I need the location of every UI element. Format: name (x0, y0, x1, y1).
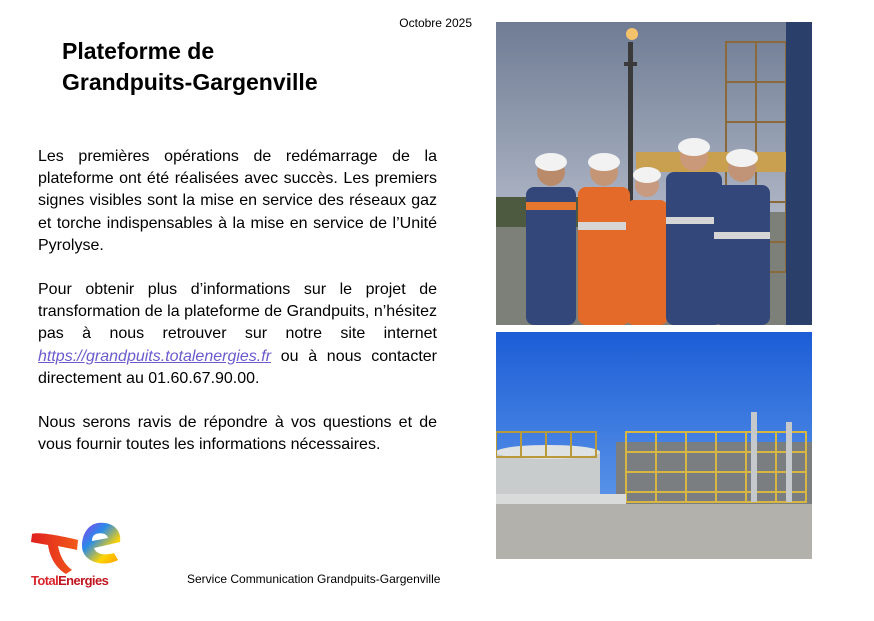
logo-word-total: Total (31, 573, 59, 588)
page-title (62, 36, 442, 98)
body-text (38, 146, 437, 478)
paragraph-closing: Nous serons ravis de répondre à vos questions et de vous fournir toutes les informations nécessaires. (38, 414, 437, 454)
website-link[interactable]: https://grandpuits.totalenergies.fr (38, 347, 272, 365)
paragraph-contact (38, 279, 437, 390)
logo-word-energies: Energies (58, 573, 109, 588)
document-date: Octobre 2025 (399, 16, 472, 30)
footer-text: Service Communication Grandpuits-Gargenville (187, 572, 441, 586)
logo-wordmark (31, 573, 108, 588)
paragraph-restart: Les premières opérations de redémarrage de la plateforme ont été réalisées avec succès. Les premiers signes visibles sont la mise en service des réseaux gaz et torche indispensables à la mise en service de l’Unité Pyrolyse. (38, 148, 437, 254)
title-line-2: Grandpuits-Gargenville (62, 69, 318, 95)
photo-industrial-plant (496, 332, 812, 559)
contact-text-start: Pour obtenir plus d’informations sur le projet de transformation de la plateforme de Grandpuits, n’hésitez pas à nous retrouver sur notre site internet (38, 281, 437, 343)
photo-team-at-site (496, 22, 812, 325)
title-line-1: Plateforme de (62, 38, 215, 64)
contact-text-end: ou à nous contacter directement au 01.60.67.90.00. (38, 347, 437, 387)
